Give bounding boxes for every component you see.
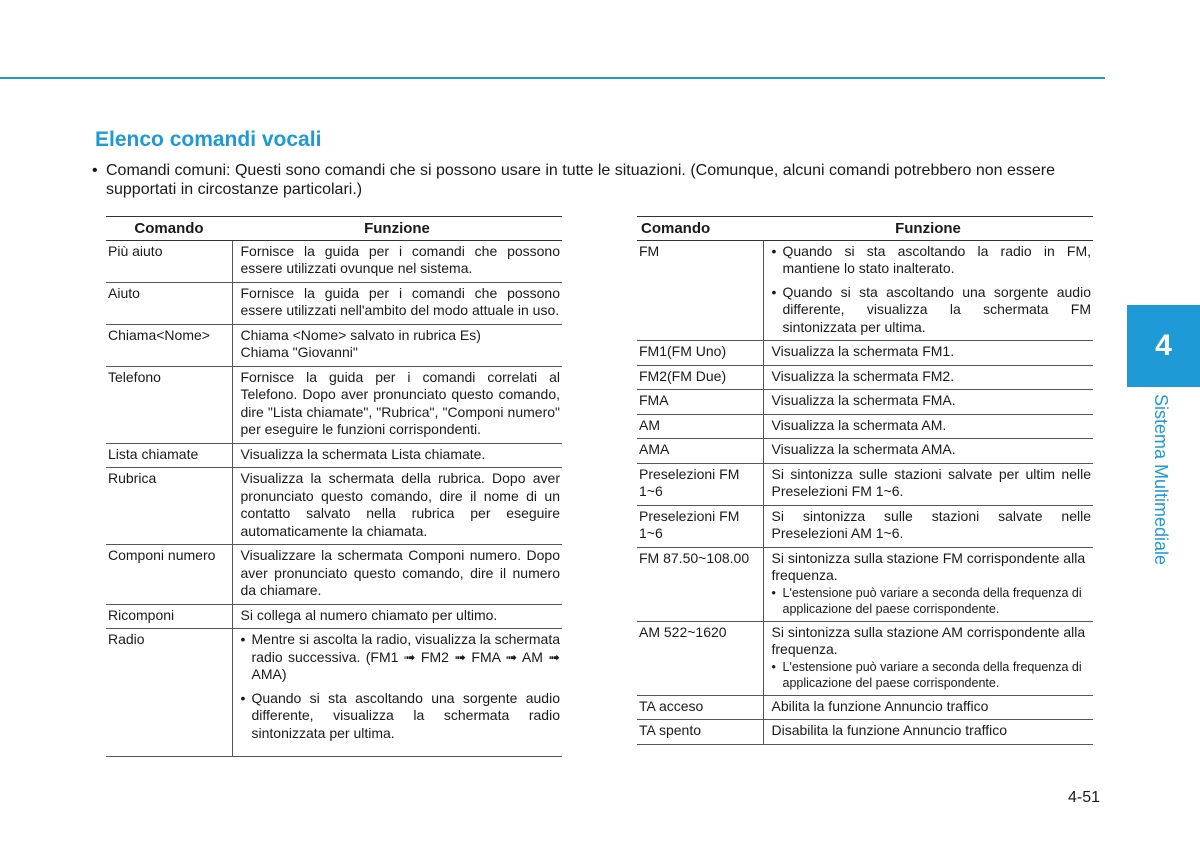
command-cell: Chiama<Nome> [106, 324, 232, 366]
table-row [637, 414, 1093, 439]
function-text: Si sintonizza sulla stazione FM corrispondente alla frequenza. [771, 549, 1086, 583]
command-cell: Ricomponi [106, 604, 232, 629]
function-cell: Disabilita la funzione Annuncio traffico [763, 720, 1093, 745]
table-row [637, 341, 1093, 366]
command-cell: FM2(FM Due) [637, 365, 763, 390]
table-row [637, 390, 1093, 415]
function-cell: Visualizzare la schermata Componi numero. Dopo aver pronunciato questo comando, dire il numero da chiamare. [232, 545, 562, 605]
command-cell: Lista chiamate [106, 443, 232, 468]
table-header-row [106, 217, 562, 241]
table-row [637, 720, 1093, 745]
function-cell: Fornisce la guida per i comandi che possono essere utilizzati nell'ambito del modo attuale in uso. [232, 282, 562, 324]
command-cell: FM1(FM Uno) [637, 341, 763, 366]
section-title: Elenco comandi vocali [95, 128, 322, 151]
function-bullet: • Mentre si ascolta la radio, visualizza la schermata radio successiva. (FM1 ➟ FM2 ➟ FMA ➟ AM ➟ AMA) [241, 631, 561, 684]
command-cell: Aiuto [106, 282, 232, 324]
function-example: Chiama "Giovanni" [240, 344, 358, 360]
function-cell [763, 621, 1093, 695]
function-cell: Visualizza la schermata FMA. [763, 390, 1093, 415]
command-cell: FM [637, 240, 763, 341]
table-row [106, 468, 562, 545]
table-row [637, 621, 1093, 695]
command-cell: AM 522~1620 [637, 621, 763, 695]
table-row [637, 463, 1093, 505]
table-row [637, 547, 1093, 621]
chapter-name: Sistema Multimediale [1151, 394, 1171, 566]
function-bullet: • Quando si sta ascoltando una sorgente audio differente, visualizza la schermata radio sintonizzata per ultima. [241, 690, 561, 743]
function-cell: Si collega al numero chiamato per ultimo. [232, 604, 562, 629]
function-cell: Fornisce la guida per i comandi che possono essere utilizzati ovunque nel sistema. [232, 240, 562, 282]
function-cell [763, 240, 1093, 341]
table-row [637, 439, 1093, 464]
header-rule [0, 77, 1105, 79]
table-row [106, 604, 562, 629]
commands-table-right [637, 216, 1093, 745]
table-row [106, 629, 562, 757]
function-cell: Si sintonizza sulle stazioni salvate per ultim nelle Preselezioni FM 1~6. [763, 463, 1093, 505]
column-header-function: Funzione [232, 217, 562, 241]
table-row [106, 324, 562, 366]
function-cell [232, 629, 562, 757]
command-cell: AMA [637, 439, 763, 464]
function-note: • L'estensione può variare a seconda della frequenza di applicazione del paese corrispondente. [772, 585, 1092, 617]
intro-text: Comandi comuni: Questi sono comandi che si possono usare in tutte le situazioni. (Comunque, alcuni comandi potrebbero non essere supportati in circostanze particolari.) [106, 162, 1055, 198]
table-row [106, 545, 562, 605]
table-row [106, 282, 562, 324]
command-cell: FM 87.50~108.00 [637, 547, 763, 621]
function-cell: Fornisce la guida per i comandi correlati al Telefono. Dopo aver pronunciato questo comando, dire "Lista chiamate", "Rubrica", "Componi numero" per eseguire le funzioni corrispondenti. [232, 366, 562, 443]
function-cell: Visualizza la schermata AMA. [763, 439, 1093, 464]
table-row [637, 240, 1093, 341]
command-cell: Radio [106, 629, 232, 757]
command-cell: TA spento [637, 720, 763, 745]
command-cell: Preselezioni FM 1~6 [637, 463, 763, 505]
command-cell: FMA [637, 390, 763, 415]
column-header-command: Comando [637, 217, 763, 241]
command-cell: Componi numero [106, 545, 232, 605]
intro-bullet: • [92, 162, 98, 179]
function-cell: Visualizza la schermata della rubrica. Dopo aver pronunciato questo comando, dire il nome di un contatto salvato nella rubrica per eseguire automaticamente la chiamata. [232, 468, 562, 545]
function-cell [763, 547, 1093, 621]
function-cell: Visualizza la schermata AM. [763, 414, 1093, 439]
command-cell: Telefono [106, 366, 232, 443]
page-number: 4-51 [1068, 789, 1101, 806]
function-cell [232, 324, 562, 366]
function-cell: Visualizza la schermata FM1. [763, 341, 1093, 366]
command-cell: Rubrica [106, 468, 232, 545]
table-row [637, 695, 1093, 720]
command-cell: Più aiuto [106, 240, 232, 282]
table-row [106, 443, 562, 468]
command-cell: TA acceso [637, 695, 763, 720]
function-cell: Abilita la funzione Annuncio traffico [763, 695, 1093, 720]
table-row [637, 365, 1093, 390]
function-cell: Visualizza la schermata FM2. [763, 365, 1093, 390]
function-note: • L'estensione può variare a seconda della frequenza di applicazione del paese corrispondente. [772, 659, 1092, 691]
table-row [106, 240, 562, 282]
command-cell: AM [637, 414, 763, 439]
function-bullet: • Quando si sta ascoltando una sorgente audio differente, visualizza la schermata FM sintonizzata per ultima. [772, 284, 1092, 337]
chapter-number-tab: 4 [1127, 305, 1200, 387]
function-bullet: • Quando si sta ascoltando la radio in FM, mantiene lo stato inalterato. [772, 243, 1092, 278]
function-cell: Si sintonizza sulle stazioni salvate nelle Preselezioni AM 1~6. [763, 505, 1093, 547]
function-text: Chiama <Nome> salvato in rubrica Es) [240, 326, 481, 343]
commands-table-left [106, 216, 562, 757]
column-header-command: Comando [106, 217, 232, 241]
intro-paragraph [92, 161, 1122, 199]
table-row [106, 366, 562, 443]
function-cell: Visualizza la schermata Lista chiamate. [232, 443, 562, 468]
table-row [637, 505, 1093, 547]
command-cell: Preselezioni FM 1~6 [637, 505, 763, 547]
table-header-row [637, 217, 1093, 241]
column-header-function: Funzione [763, 217, 1093, 241]
function-text: Si sintonizza sulla stazione AM corrispondente alla frequenza. [771, 623, 1086, 657]
